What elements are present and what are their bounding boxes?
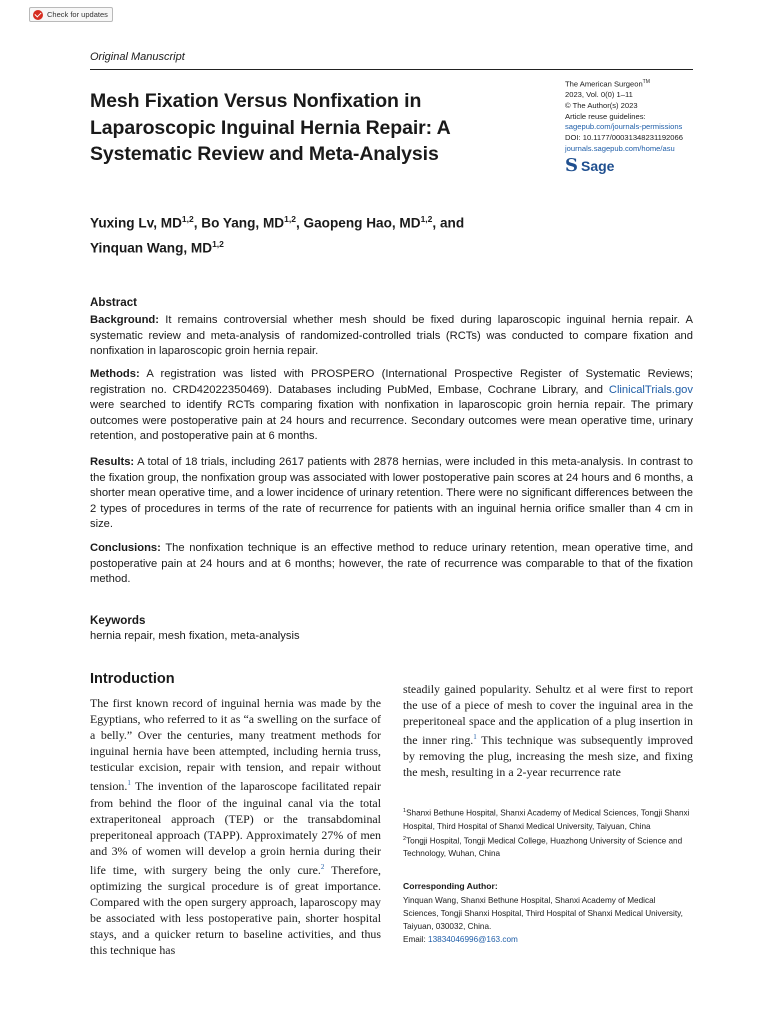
- reference-link[interactable]: 1: [127, 779, 131, 788]
- author-affil-sup: 1,2: [284, 214, 296, 224]
- journal-volume: 2023, Vol. 0(0) 1–11: [565, 90, 633, 100]
- reference-link[interactable]: 2: [320, 862, 325, 871]
- check-for-updates-button[interactable]: [29, 7, 113, 22]
- corresponding-author-heading: Corresponding Author:: [403, 881, 498, 891]
- abstract-results: Results: A total of 18 trials, including 2617 patients with 2878 hernias, were included in this meta-analysis. In contrast to the fixation group, the nonfixation group was associated with lower postoperative pain scores at 24 hours and 6 months, a shorter mean operative time, and a lower incidence of urinary retention. There were no significant differences between the 2 types of procedures in terms of the rate of recurrence for patients with an inguinal hernia orifice smaller than 4 cm in size.: [90, 456, 693, 531]
- affiliations: $^1$Shanxi Bethune Hospital, Shanxi Academy of Medical Sciences, Tongji Shanxi Hospital, Third Hospital of Shanxi Medical University, Taiyuan, China $^2$Tongji Hospital, Tongji Medical College, Huazhong University of Science and Technology, Wuhan, China: [403, 808, 690, 859]
- permissions-link[interactable]: sagepub.com/journals-permissions: [565, 122, 683, 132]
- keywords-heading: Keywords: [90, 614, 146, 627]
- author-name: Bo Yang, MD: [201, 215, 285, 231]
- keywords-list: hernia repair, mesh fixation, meta-analysis: [90, 630, 300, 642]
- email-link[interactable]: 13834046996@163.com: [428, 935, 518, 944]
- abstract-methods: Methods: A registration was listed with PROSPERO (International Prospective Register of Systematic Reviews; registration no. CRD42022350469). Databases including PubMed, Embase, Cochrane Library, and ClinicalTrials.gov were searched to identify RCTs comparing fixation with nonfixation in laparoscopic groin hernia repair. The primary outcomes were postoperative pain at 24 hours and recurrence. Secondary outcomes were mean operative time, urinary retention, and postoperative pain at 6 months.: [90, 368, 693, 443]
- header-rule: [90, 69, 693, 70]
- doi: DOI: 10.1177/00031348231192066: [565, 133, 683, 143]
- publisher-name: Sage: [581, 158, 615, 175]
- reuse-guidelines-label: Article reuse guidelines:: [565, 111, 646, 121]
- author-name: Gaopeng Hao, MD: [303, 215, 421, 231]
- journal-home-link[interactable]: journals.sagepub.com/home/asu: [565, 143, 675, 153]
- abstract-conclusions: Conclusions: The nonfixation technique is an effective method to reduce urinary retention, mean operative time, and postoperative pain at 24 hours and at 6 months; however, the rate of recurrence was comparable to that of the fixation method.: [90, 542, 693, 586]
- check-updates-icon: [33, 10, 43, 20]
- journal-name: The American Surgeon™: [565, 79, 650, 89]
- corresponding-author-details: Yinquan Wang, Shanxi Bethune Hospital, Shanxi Academy of Medical Sciences, Tongji Shanxi Hospital, Third Hospital of Shanxi Medical University, Taiyuan, 030032, China. Email: 13834046996@163.com: [403, 896, 683, 944]
- abstract-heading: Abstract: [90, 296, 138, 309]
- sage-logo-icon: S: [565, 155, 578, 177]
- introduction-heading: Introduction: [90, 671, 175, 687]
- manuscript-type-label: Original Manuscript: [90, 51, 185, 63]
- author-name: Yinquan Wang, MD: [90, 240, 213, 256]
- introduction-column-2: steadily gained popularity. Sehultz et al were first to report the use of a piece of mesh to cover the inguinal area in the preperitoneal space and the application of a plug insertion in the inner ring.$^1$ This technique was subsequently improved by removing the plug, increasing the mesh size, and fixing the mesh, resulting in a 2-year recurrence rate: [403, 682, 693, 780]
- abstract-background: Background: It remains controversial whether mesh should be fixed during laparoscopic inguinal hernia repair. A systematic review and meta-analysis of randomized-controlled trials (RCTs) was conducted to compare fixation and nonfixation in laparoscopic groin hernia repair.: [90, 314, 694, 358]
- reference-link[interactable]: 1: [473, 733, 477, 742]
- copyright: © The Author(s) 2023: [565, 100, 638, 110]
- author-affil-sup: 1,2: [420, 214, 433, 224]
- journal-meta: [565, 77, 745, 177]
- author-affil-sup: 1,2: [181, 214, 194, 224]
- author-list: Yuxing Lv, MD$^{1,2}$, Bo Yang, MD$^{1,2}$, Gaopeng Hao, MD$^{1,2}$, and Yinquan Wang, MD$^{1,2}$: [90, 214, 465, 256]
- publisher-logo: [565, 155, 745, 177]
- author-affil-sup: 1,2: [212, 238, 224, 249]
- author-name: Yuxing Lv, MD: [90, 215, 182, 231]
- check-for-updates-label: Check for updates: [47, 10, 108, 19]
- article-title: Mesh Fixation Versus Nonfixation in Laparoscopic Inguinal Hernia Repair: A Systematic Review and Meta-Analysis: [90, 90, 450, 165]
- clinicaltrials-link[interactable]: ClinicalTrials.gov: [608, 383, 693, 396]
- introduction-column-1: The first known record of inguinal hernia was made by the Egyptians, who referred to it as “a swelling on the surface of a belly.” Over the centuries, many treatment methods for inguinal hernia have been attempted, including hernia truss, testicular excision, repair with tension, and repair without tension.$^1$ The invention of the laparoscope facilitated repair from behind the floor of the inguinal canal via the total extraperitoneal approach (TEP) or the transabdominal preperitoneal approach (TAPP). Approximately 27% of men and 3% of women will develop a groin hernia during their life time, with surgery being the only cure.$^2$ Therefore, optimizing the surgical procedure is of great importance. Compared with the open surgery approach, laparoscopy may be associated with less postoperative pain, shorter hospital stays, and a quicker return to baseline activities, and thus this technique has: [90, 696, 381, 958]
